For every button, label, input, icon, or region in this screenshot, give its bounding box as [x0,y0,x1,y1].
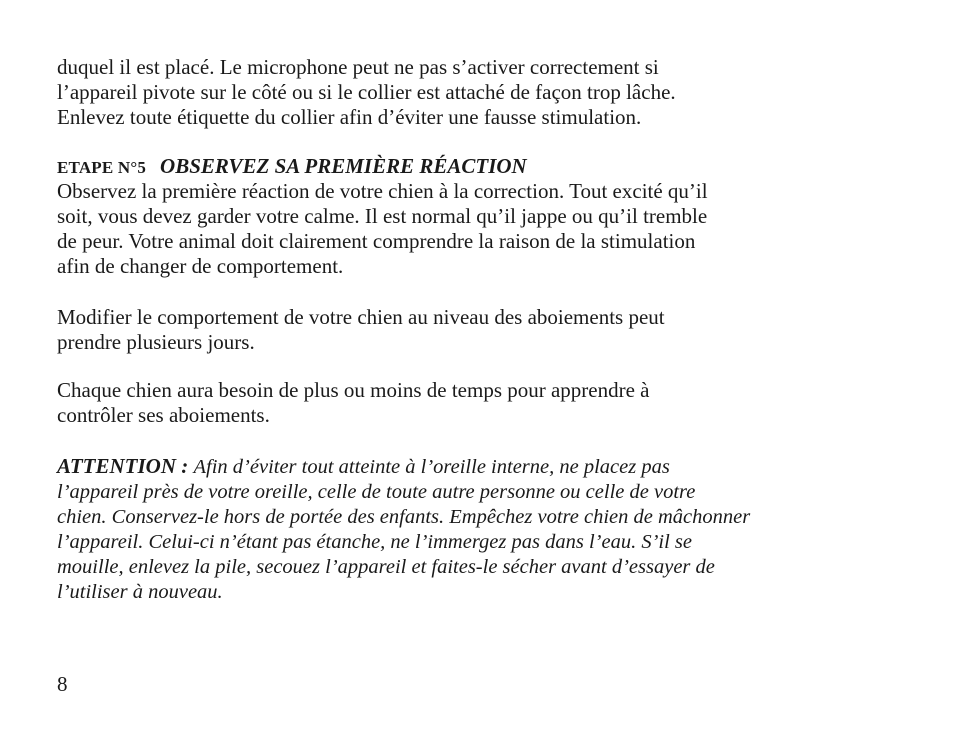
intro-line-3: Enlevez toute étiquette du collier afin d’éviter une fausse stimulation. [57,105,642,129]
attention-line-6: l’utiliser à nouveau. [57,581,223,603]
step5-line-4: afin de changer de comportement. [57,254,344,278]
attention-line-4: l’appareil. Celui-ci n’étant pas étanche, ne l’immergez pas dans l’eau. S’il se [57,531,692,553]
attention-paragraph [57,454,917,605]
attention-line-2: l’appareil près de votre oreille, celle de toute autre personne ou celle de votre [57,481,696,503]
modify-line-2: prendre plusieurs jours. [57,330,255,354]
attention-line-3: chien. Conservez-le hors de portée des enfants. Empêchez votre chien de mâchonner [57,506,751,528]
step5-heading [57,154,917,180]
attention-line-1: Afin d’éviter tout atteinte à l’oreille interne, ne placez pas [193,456,670,478]
step5-title: OBSERVEZ SA PREMIÈRE RÉACTION [160,154,527,178]
intro-paragraph [57,55,917,130]
modify-paragraph [57,305,917,355]
time-line-2: contrôler ses aboiements. [57,403,270,427]
modify-line-1: Modifier le comportement de votre chien au niveau des aboiements peut [57,305,665,329]
intro-line-2: l’appareil pivote sur le côté ou si le collier est attaché de façon trop lâche. [57,80,676,104]
step5-line-2: soit, vous devez garder votre calme. Il est normal qu’il jappe ou qu’il tremble [57,204,708,228]
step5-line-3: de peur. Votre animal doit clairement comprendre la raison de la stimulation [57,229,696,253]
page-number: 8 [57,672,68,696]
step5-paragraph [57,179,917,279]
step5-label: ETAPE N°5 [57,158,147,177]
attention-label: ATTENTION : [57,454,189,478]
time-line-1: Chaque chien aura besoin de plus ou moins de temps pour apprendre à [57,378,650,402]
intro-line-1: duquel il est placé. Le microphone peut ne pas s’activer correctement si [57,55,659,79]
step5-line-1: Observez la première réaction de votre chien à la correction. Tout excité qu’il [57,179,708,203]
attention-line-5: mouille, enlevez la pile, secouez l’appareil et faites-le sécher avant d’essayer de [57,556,715,578]
time-paragraph [57,378,917,428]
